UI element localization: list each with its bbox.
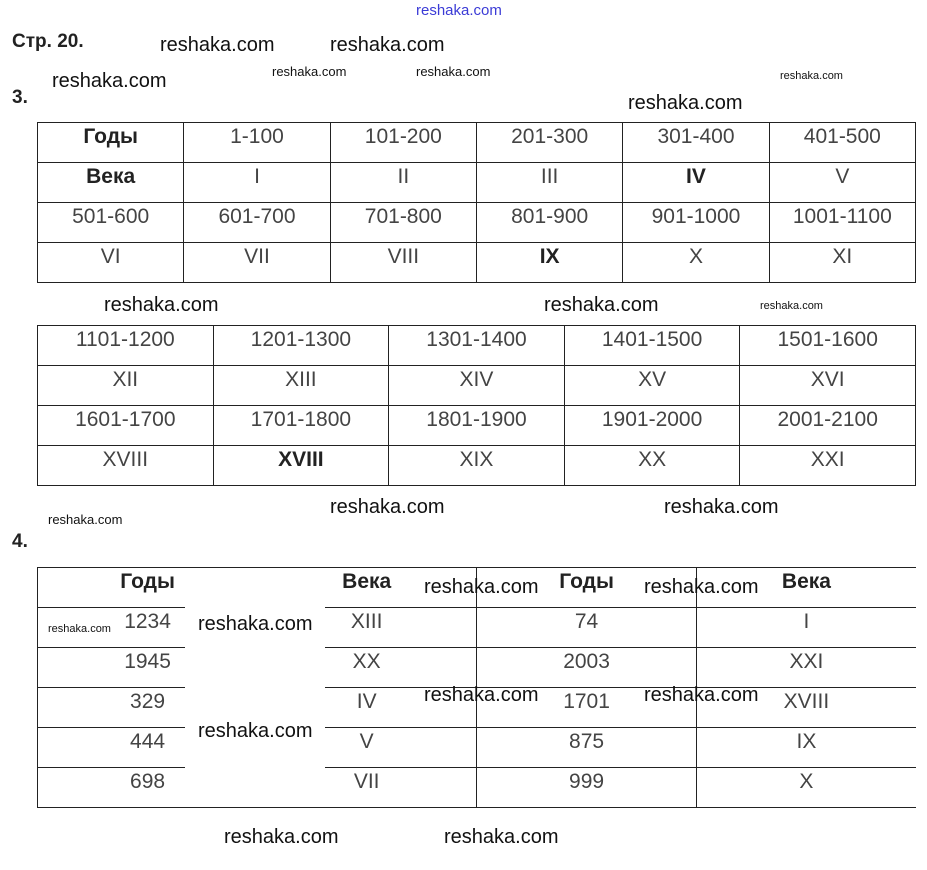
table-cell: X <box>623 243 769 283</box>
table-row <box>38 768 917 808</box>
watermark: reshaka.com <box>330 496 445 518</box>
table-cell: XIX <box>389 446 565 486</box>
table-cell: XXI <box>696 648 916 688</box>
table-row <box>38 446 916 486</box>
table-cell: I <box>696 608 916 648</box>
watermark: reshaka.com <box>424 576 539 598</box>
watermark: reshaka.com <box>444 826 559 848</box>
table-cell: XVIII <box>696 688 916 728</box>
table-cell: VII <box>257 768 477 808</box>
table-cell: 698 <box>38 768 258 808</box>
table-cell: IX <box>696 728 916 768</box>
table-cell: 701-800 <box>330 203 476 243</box>
table-cell: 601-700 <box>184 203 330 243</box>
table-cell: 901-1000 <box>623 203 769 243</box>
table-cell: 501-600 <box>38 203 184 243</box>
watermark: reshaka.com <box>424 684 539 706</box>
watermark: reshaka.com <box>104 294 219 316</box>
watermark: reshaka.com <box>780 70 843 82</box>
table-cell: IV <box>623 163 769 203</box>
centuries-table-1 <box>37 122 916 283</box>
table-cell: X <box>696 768 916 808</box>
watermark: reshaka.com <box>544 294 659 316</box>
table-cell: 1901-2000 <box>564 406 740 446</box>
table-row <box>38 406 916 446</box>
table-cell: 999 <box>477 768 697 808</box>
table-cell: Годы <box>477 568 697 608</box>
table-cell: 444 <box>38 728 258 768</box>
watermark: reshaka.com <box>48 623 111 635</box>
table-row <box>38 326 916 366</box>
watermark: reshaka.com <box>160 34 275 56</box>
centuries-table-2 <box>37 325 916 486</box>
task-3-number: 3. <box>12 87 28 108</box>
table-cell: 1601-1700 <box>38 406 214 446</box>
table-cell: Годы <box>38 123 184 163</box>
table-row <box>38 366 916 406</box>
table-row <box>38 648 917 688</box>
table-cell: 1701-1800 <box>213 406 389 446</box>
table-cell: 1234 <box>38 608 258 648</box>
table-cell: XX <box>564 446 740 486</box>
table-cell: 101-200 <box>330 123 476 163</box>
table-cell: 1801-1900 <box>389 406 565 446</box>
site-watermark[interactable]: reshaka.com <box>416 2 502 19</box>
table-row <box>38 163 916 203</box>
watermark: reshaka.com <box>664 496 779 518</box>
table-row <box>38 203 916 243</box>
task-4-number: 4. <box>12 531 28 552</box>
watermark: reshaka.com <box>224 826 339 848</box>
table-cell: 74 <box>477 608 697 648</box>
table-cell: 1201-1300 <box>213 326 389 366</box>
table-cell: 2003 <box>477 648 697 688</box>
table-cell: V <box>257 728 477 768</box>
table-cell: 1701 <box>477 688 697 728</box>
table-cell: 1301-1400 <box>389 326 565 366</box>
table-cell: XVIII <box>213 446 389 486</box>
table-cell: IV <box>257 688 477 728</box>
table-cell: XIII <box>213 366 389 406</box>
table-cell: XV <box>564 366 740 406</box>
table-cell: 329 <box>38 688 258 728</box>
table-cell: 1401-1500 <box>564 326 740 366</box>
table-cell: 401-500 <box>769 123 915 163</box>
watermark: reshaka.com <box>644 576 759 598</box>
table-cell: Годы <box>38 568 258 608</box>
watermark: reshaka.com <box>48 512 123 527</box>
table-cell: 2001-2100 <box>740 406 916 446</box>
table-cell: IX <box>476 243 622 283</box>
table-cell: 1-100 <box>184 123 330 163</box>
table-cell: III <box>476 163 622 203</box>
table-cell: II <box>330 163 476 203</box>
table-cell: I <box>184 163 330 203</box>
watermark: reshaka.com <box>628 92 743 114</box>
table-row <box>38 123 916 163</box>
table-row <box>38 608 917 648</box>
table-cell: XIII <box>257 608 477 648</box>
table-cell: V <box>769 163 915 203</box>
table-cell: 1501-1600 <box>740 326 916 366</box>
table-cell: 1101-1200 <box>38 326 214 366</box>
table-cell: 1945 <box>38 648 258 688</box>
page-number: Стр. 20. <box>12 31 84 52</box>
table-cell: VIII <box>330 243 476 283</box>
table-cell: XVIII <box>38 446 214 486</box>
table-cell: XXI <box>740 446 916 486</box>
table-cell: Века <box>696 568 916 608</box>
watermark: reshaka.com <box>198 613 313 635</box>
table-cell: XI <box>769 243 915 283</box>
table-cell: 201-300 <box>476 123 622 163</box>
watermark: reshaka.com <box>760 300 823 312</box>
table-cell: 1001-1100 <box>769 203 915 243</box>
watermark: reshaka.com <box>644 684 759 706</box>
table-row <box>38 243 916 283</box>
table-cell: XII <box>38 366 214 406</box>
table-cell: 801-900 <box>476 203 622 243</box>
table-cell: Века <box>38 163 184 203</box>
table-cell: Века <box>257 568 477 608</box>
watermark: reshaka.com <box>272 64 347 79</box>
table-cell: VII <box>184 243 330 283</box>
table-cell: XVI <box>740 366 916 406</box>
watermark: reshaka.com <box>330 34 445 56</box>
table-cell: 301-400 <box>623 123 769 163</box>
table-cell: VI <box>38 243 184 283</box>
table-row <box>38 728 917 768</box>
watermark: reshaka.com <box>198 720 313 742</box>
table-cell: 875 <box>477 728 697 768</box>
watermark: reshaka.com <box>416 64 491 79</box>
table-cell: XX <box>257 648 477 688</box>
erased-area <box>185 568 325 788</box>
watermark: reshaka.com <box>52 70 167 92</box>
table-cell: XIV <box>389 366 565 406</box>
